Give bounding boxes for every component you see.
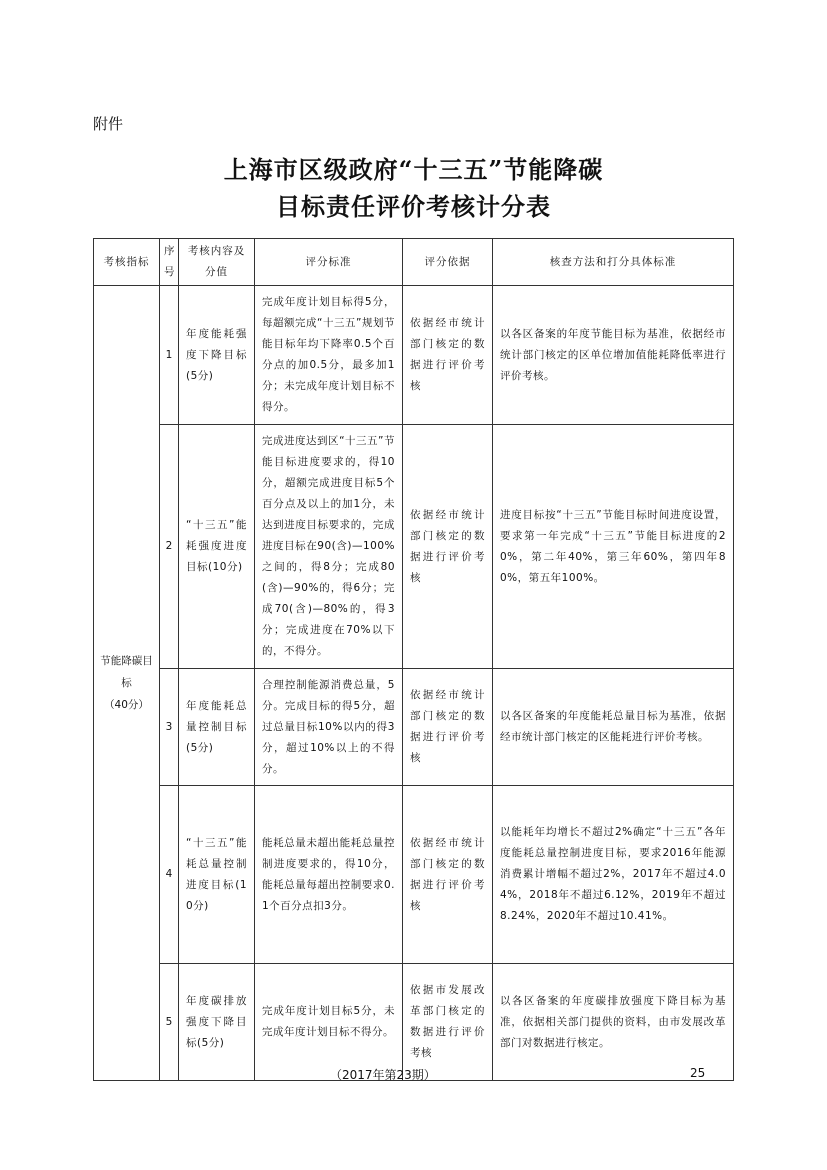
table-header-row [94,239,734,286]
row-content: “十三五”能耗强度进度目标(10分) [179,425,255,669]
row-number: 3 [160,669,179,786]
table-row [94,286,734,425]
row-basis: 依据经市统计部门核定的数据进行评价考核 [403,425,493,669]
table-row [94,425,734,669]
row-standard: 完成年度计划目标得5分，每超额完成“十三五”规划节能目标年均下降率0.5个百分点的加0.5分，最多加1分；未完成年度计划目标不得分。 [255,286,403,425]
row-number: 5 [160,964,179,1081]
row-content: 年度能耗强度下降目标(5分) [179,286,255,425]
row-method: 进度目标按“十三五”节能目标时间进度设置，要求第一年完成“十三五”节能目标进度的20%，第二年40%，第三年60%，第四年80%，第五年100%。 [493,425,734,669]
row-basis: 依据经市统计部门核定的数据进行评价考核 [403,669,493,786]
row-content: 年度能耗总量控制目标(5分) [179,669,255,786]
row-number: 4 [160,786,179,964]
page-title-line2: 目标责任评价考核计分表 [276,192,551,221]
row-standard: 完成年度计划目标5分，未完成年度计划目标不得分。 [255,964,403,1081]
evaluation-table [93,238,734,1081]
category-score: （40分） [104,699,149,711]
attachment-label: 附件 [93,115,124,133]
page-number: 25 [690,1066,706,1080]
column-header: 考核内容及分值 [179,239,255,286]
row-method: 以各区备案的年度节能目标为基准，依据经市统计部门核定的区单位增加值能耗降低率进行评价考核。 [493,286,734,425]
row-basis: 依据经市统计部门核定的数据进行评价考核 [403,786,493,964]
row-basis: 依据市发展改革部门核定的数据进行评价考核 [403,964,493,1081]
row-method: 以各区备案的年度能耗总量目标为基准，依据经市统计部门核定的区能耗进行评价考核。 [493,669,734,786]
column-header: 评分标准 [255,239,403,286]
column-header: 评分依据 [403,239,493,286]
row-method: 以能耗年均增长不超过2%确定“十三五”各年度能耗总量控制进度目标，要求2016年能源消费累计增幅不超过2%，2017年不超过4.04%，2018年不超过6.12%，2019年不超过8.24%，2020年不超过10.41%。 [493,786,734,964]
row-content: 年度碳排放强度下降目标(5分) [179,964,255,1081]
row-method: 以各区备案的年度碳排放强度下降目标为基准，依据相关部门提供的资料，由市发展改革部门对数据进行核定。 [493,964,734,1081]
column-header: 考核指标 [94,239,160,286]
row-standard: 能耗总量未超出能耗总量控制进度要求的，得10分，能耗总量每超出控制要求0.1个百分点扣3分。 [255,786,403,964]
column-header: 序号 [160,239,179,286]
category-cell [94,286,160,1081]
table-row [94,786,734,964]
row-number: 2 [160,425,179,669]
row-content: “十三五”能耗总量控制进度目标(10分) [179,786,255,964]
column-header: 核查方法和打分具体标准 [493,239,734,286]
row-basis: 依据经市统计部门核定的数据进行评价考核 [403,286,493,425]
row-standard: 合理控制能源消费总量，5分。完成目标的得5分，超过总量目标10%以内的得3分，超过10%以上的不得分。 [255,669,403,786]
page-title-line1: 上海市区级政府“十三五”节能降碳 [223,155,604,184]
category-name: 节能降碳目标 [100,655,153,689]
issue-label: （2017年第23期） [330,1068,436,1082]
row-number: 1 [160,286,179,425]
table-row [94,964,734,1081]
table-row [94,669,734,786]
row-standard: 完成进度达到区“十三五”节能目标进度要求的，得10分，超额完成进度目标5个百分点及以上的加1分，未达到进度目标要求的，完成进度目标在90(含)—100%之间的，得8分；完成80(含)—90%的，得6分；完成70(含)—80%的，得3分；完成进度在70%以下的，不得分。 [255,425,403,669]
